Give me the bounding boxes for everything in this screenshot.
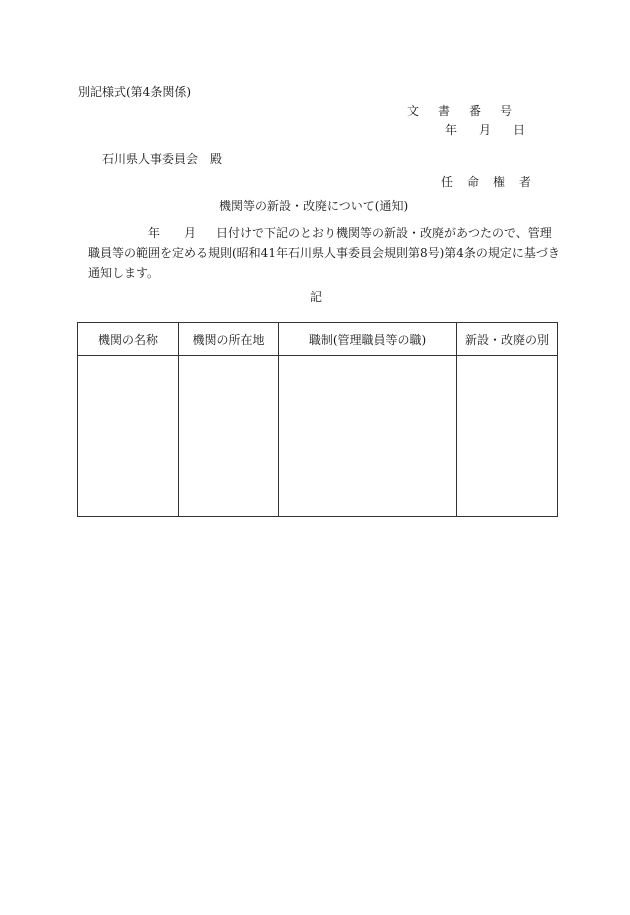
header-change-type: 新設・改廃の別 <box>457 323 558 356</box>
cell-position <box>279 356 457 517</box>
addressee: 石川県人事委員会 殿 <box>102 152 223 166</box>
cell-agency-location <box>179 356 279 517</box>
body-line-1-text: 日付けで下記のとおり機関等の新設・改廃があつたので、管理 <box>216 226 552 240</box>
document-date-label: 年月日 <box>445 123 548 137</box>
table-row <box>78 356 558 517</box>
records-table <box>77 322 558 517</box>
ki-heading: 記 <box>310 290 323 304</box>
table-header-row <box>78 323 558 356</box>
header-agency-name: 機関の名称 <box>78 323 179 356</box>
body-line-1 <box>88 223 550 243</box>
cell-change-type <box>457 356 558 517</box>
subject-title: 機関等の新設・改廃について(通知) <box>219 199 409 213</box>
header-agency-location: 機関の所在地 <box>179 323 279 356</box>
document-number-label: 文書番号 <box>407 104 532 118</box>
body-line-2: 職員等の範囲を定める規則(昭和41年石川県人事委員会規則第8号)第4条の規定に基づき <box>88 246 560 260</box>
header-position: 職制(管理職員等の職) <box>279 323 457 356</box>
body-year: 年 <box>148 226 161 240</box>
body-line-3: 通知します。 <box>88 266 160 280</box>
body-paragraph <box>88 223 560 283</box>
body-month: 月 <box>184 226 197 240</box>
issuer-label: 任命権者 <box>441 175 546 189</box>
cell-agency-name <box>78 356 179 517</box>
form-label: 別記様式(第4条関係) <box>78 85 191 99</box>
